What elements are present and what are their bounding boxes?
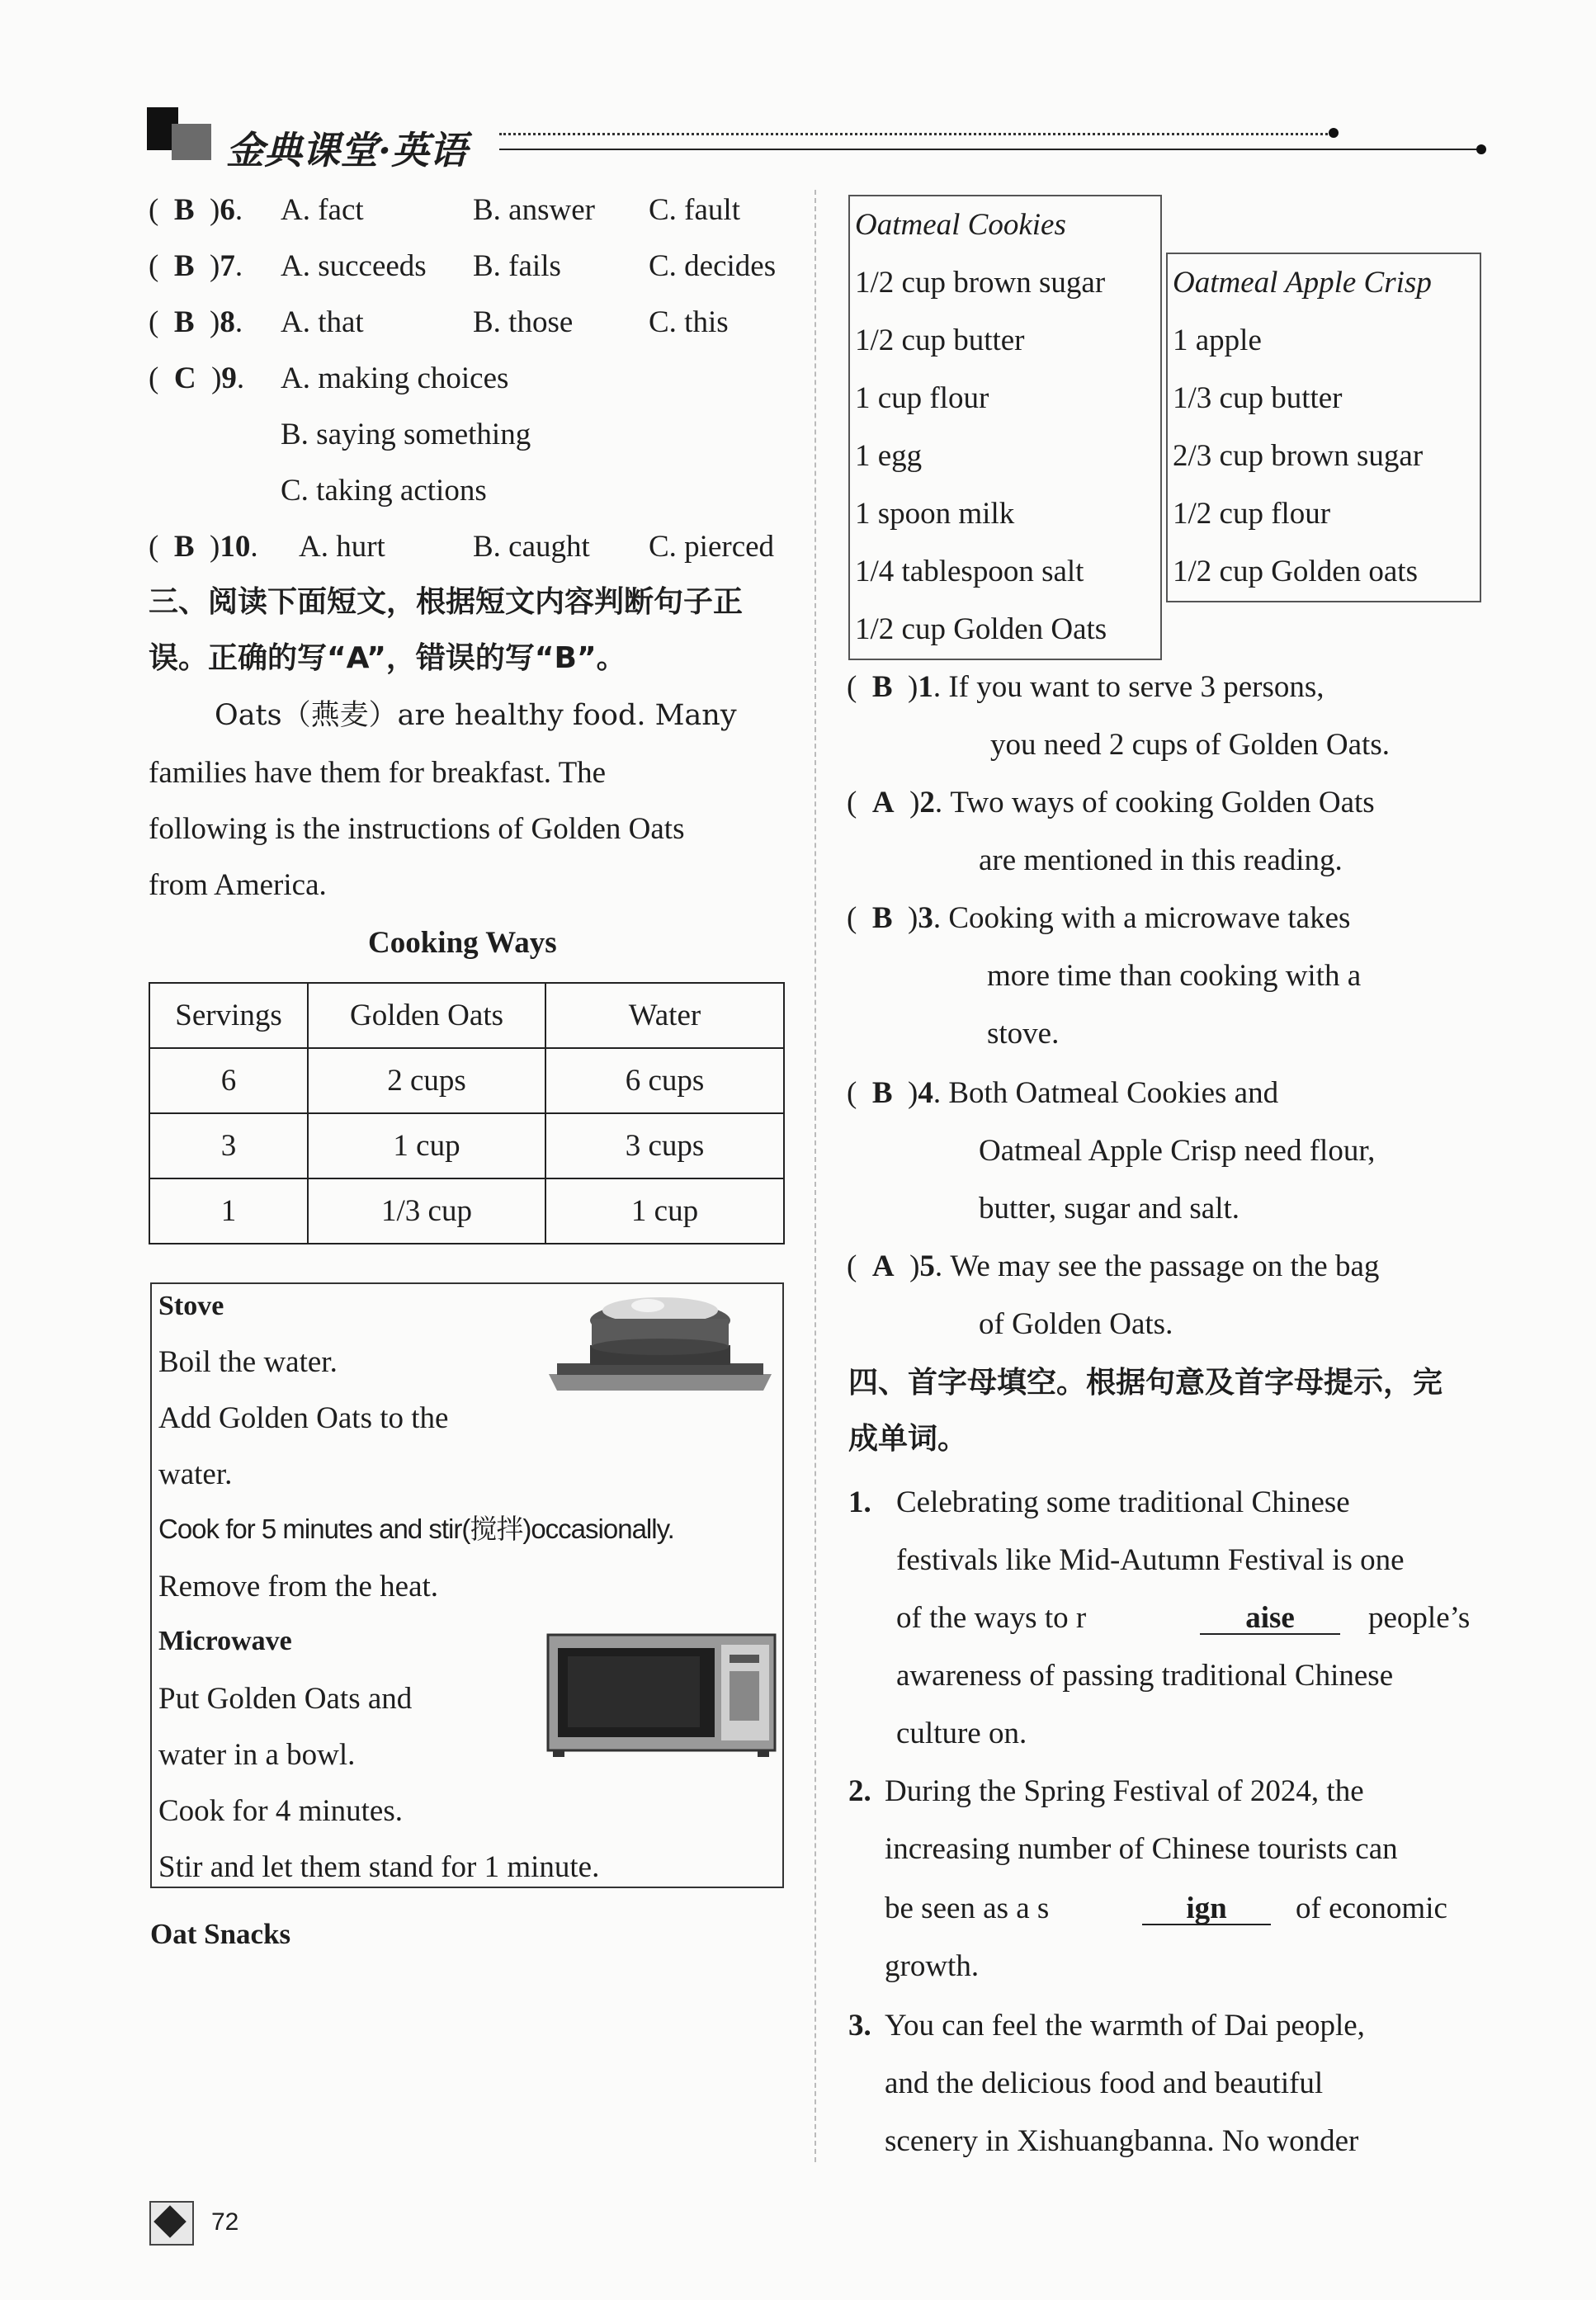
- stove-pot-image: [541, 1287, 780, 1403]
- judgement-line: Oatmeal Apple Crisp need flour,: [979, 1134, 1376, 1168]
- oatmeal-cookies-recipe: [848, 195, 1162, 660]
- judgement-5: ( A )5. We may see the passage on the bag: [847, 1249, 1380, 1283]
- mc-option-b: B. saying something: [281, 418, 531, 451]
- mc-question-7: ( B )7.: [149, 249, 243, 283]
- recipe-item: 1 egg: [855, 439, 923, 473]
- mc-option-b: B. answer: [473, 193, 595, 227]
- mc-option-a: A. hurt: [299, 530, 385, 564]
- stove-step: water.: [158, 1457, 233, 1491]
- table-cell: 1 cup: [308, 1113, 545, 1178]
- mc-option-a: A. fact: [281, 193, 364, 227]
- table-cell: 6: [149, 1048, 308, 1113]
- table-row: [149, 1048, 784, 1113]
- mc-option-b: B. fails: [473, 249, 561, 283]
- header-dotted-rule: [499, 133, 1333, 135]
- mc-option-b: B. caught: [473, 530, 590, 564]
- table-header: Golden Oats: [308, 983, 545, 1048]
- mc-option-c: C. this: [649, 305, 729, 339]
- header-rule: [499, 149, 1481, 150]
- question-line: of the ways to r: [896, 1601, 1087, 1635]
- table-cell: 1/3 cup: [308, 1178, 545, 1244]
- judgement-line: more time than cooking with a: [987, 959, 1362, 993]
- section3-heading: 三、阅读下面短文，根据短文内容判断句子正: [149, 585, 744, 619]
- question-number: 2.: [848, 1774, 871, 1808]
- table-title: Cooking Ways: [368, 926, 557, 960]
- judgement-line: butter, sugar and salt.: [979, 1192, 1240, 1226]
- passage-line: following is the instructions of Golden Oats: [149, 812, 685, 846]
- answer-blank: ign: [1142, 1893, 1271, 1925]
- stove-step: Remove from the heat.: [158, 1570, 439, 1603]
- question-line: of economic: [1296, 1891, 1447, 1925]
- recipe-item: 1/2 cup Golden Oats: [855, 612, 1107, 646]
- question-line: increasing number of Chinese tourists can: [885, 1832, 1398, 1866]
- oat-snacks-heading: Oat Snacks: [150, 1918, 291, 1950]
- judgement-line: of Golden Oats.: [979, 1307, 1173, 1341]
- judgement-2: ( A )2. Two ways of cooking Golden Oats: [847, 786, 1375, 819]
- header-dot: [1476, 144, 1486, 154]
- mc-question-10: ( B )10.: [149, 530, 258, 564]
- section4-heading-cont: 成单词。: [848, 1422, 968, 1456]
- recipe-item: 1/2 cup butter: [855, 324, 1025, 357]
- recipe-item: 2/3 cup brown sugar: [1173, 439, 1424, 473]
- mc-question-8: ( B )8.: [149, 305, 243, 339]
- question-line: Celebrating some traditional Chinese: [896, 1485, 1350, 1519]
- judgement-line: are mentioned in this reading.: [979, 843, 1343, 877]
- mc-question-6: ( B )6.: [149, 193, 243, 227]
- recipe-item: 1 spoon milk: [855, 497, 1015, 531]
- recipe-item: 1/2 cup flour: [1173, 497, 1331, 531]
- mc-option-a: A. succeeds: [281, 249, 427, 283]
- passage-line: families have them for breakfast. The: [149, 756, 607, 790]
- mc-option-c: C. taking actions: [281, 474, 487, 508]
- question-number: 3.: [848, 2009, 871, 2043]
- microwave-step: Stir and let them stand for 1 minute.: [158, 1850, 600, 1884]
- table-row: [149, 1178, 784, 1244]
- stove-step: Cook for 5 minutes and stir(搅拌)occasionally.: [158, 1514, 674, 1544]
- passage-line: Oats（燕麦）are healthy food. Many: [215, 699, 737, 732]
- table-header: Water: [545, 983, 784, 1048]
- oatmeal-apple-crisp-recipe: [1166, 253, 1481, 602]
- recipe-title: Oatmeal Cookies: [855, 208, 1066, 242]
- question-line: culture on.: [896, 1717, 1027, 1750]
- stove-title: Stove: [158, 1291, 224, 1321]
- mc-option-b: B. those: [473, 305, 574, 339]
- header-title: 金典课堂·英语: [226, 128, 468, 172]
- table-header-row: [149, 983, 784, 1048]
- judgement-3: ( B )3. Cooking with a microwave takes: [847, 901, 1351, 935]
- mc-question-9: ( C )9.: [149, 361, 245, 395]
- table-cell: 3 cups: [545, 1113, 784, 1178]
- judgement-4: ( B )4. Both Oatmeal Cookies and: [847, 1076, 1279, 1110]
- table-cell: 1 cup: [545, 1178, 784, 1244]
- mc-option-c: C. fault: [649, 193, 740, 227]
- table-cell: 1: [149, 1178, 308, 1244]
- question-line: You can feel the warmth of Dai people,: [885, 2009, 1365, 2043]
- question-line: scenery in Xishuangbanna. No wonder: [885, 2124, 1359, 2158]
- table-header: Servings: [149, 983, 308, 1048]
- question-number: 1.: [848, 1485, 871, 1519]
- question-line: people’s: [1368, 1601, 1471, 1635]
- microwave-step: Put Golden Oats and: [158, 1682, 413, 1716]
- stove-step: Boil the water.: [158, 1345, 338, 1379]
- recipe-title: Oatmeal Apple Crisp: [1173, 266, 1432, 300]
- table-cell: 2 cups: [308, 1048, 545, 1113]
- stove-step: Add Golden Oats to the: [158, 1401, 449, 1435]
- header-logo-shadow: [172, 124, 211, 160]
- recipe-item: 1 apple: [1173, 324, 1262, 357]
- recipe-item: 1 cup flour: [855, 381, 989, 415]
- mc-option-a: A. that: [281, 305, 364, 339]
- column-divider: [815, 190, 816, 2162]
- recipe-item: 1/4 tablespoon salt: [855, 555, 1084, 588]
- mc-option-a: A. making choices: [281, 361, 509, 395]
- table-row: [149, 1113, 784, 1178]
- microwave-step: water in a bowl.: [158, 1738, 356, 1772]
- microwave-title: Microwave: [158, 1626, 292, 1656]
- mc-option-c: C. decides: [649, 249, 777, 283]
- microwave-image: [545, 1630, 780, 1762]
- judgement-line: you need 2 cups of Golden Oats.: [990, 728, 1390, 762]
- section3-heading-cont: 误。正确的写“A”，错误的写“B”。: [149, 641, 626, 675]
- cooking-ways-table: [149, 982, 785, 1244]
- question-line: festivals like Mid-Autumn Festival is one: [896, 1543, 1405, 1577]
- section4-heading: 四、首字母填空。根据句意及首字母提示，完: [848, 1366, 1443, 1400]
- judgement-line: stove.: [987, 1017, 1060, 1051]
- header-dot: [1329, 128, 1339, 138]
- judgement-1: ( B )1. If you want to serve 3 persons,: [847, 670, 1324, 704]
- question-line: growth.: [885, 1949, 980, 1983]
- answer-blank: aise: [1200, 1603, 1340, 1635]
- page-number: 72: [211, 2208, 239, 2236]
- table-cell: 6 cups: [545, 1048, 784, 1113]
- recipe-item: 1/3 cup butter: [1173, 381, 1343, 415]
- question-line: awareness of passing traditional Chinese: [896, 1659, 1394, 1693]
- recipe-item: 1/2 cup Golden oats: [1173, 555, 1418, 588]
- question-line: be seen as a s: [885, 1891, 1050, 1925]
- question-line: During the Spring Festival of 2024, the: [885, 1774, 1364, 1808]
- recipe-item: 1/2 cup brown sugar: [855, 266, 1106, 300]
- microwave-step: Cook for 4 minutes.: [158, 1794, 403, 1828]
- mc-option-c: C. pierced: [649, 530, 775, 564]
- question-line: and the delicious food and beautiful: [885, 2066, 1324, 2100]
- passage-line: from America.: [149, 868, 327, 902]
- table-cell: 3: [149, 1113, 308, 1178]
